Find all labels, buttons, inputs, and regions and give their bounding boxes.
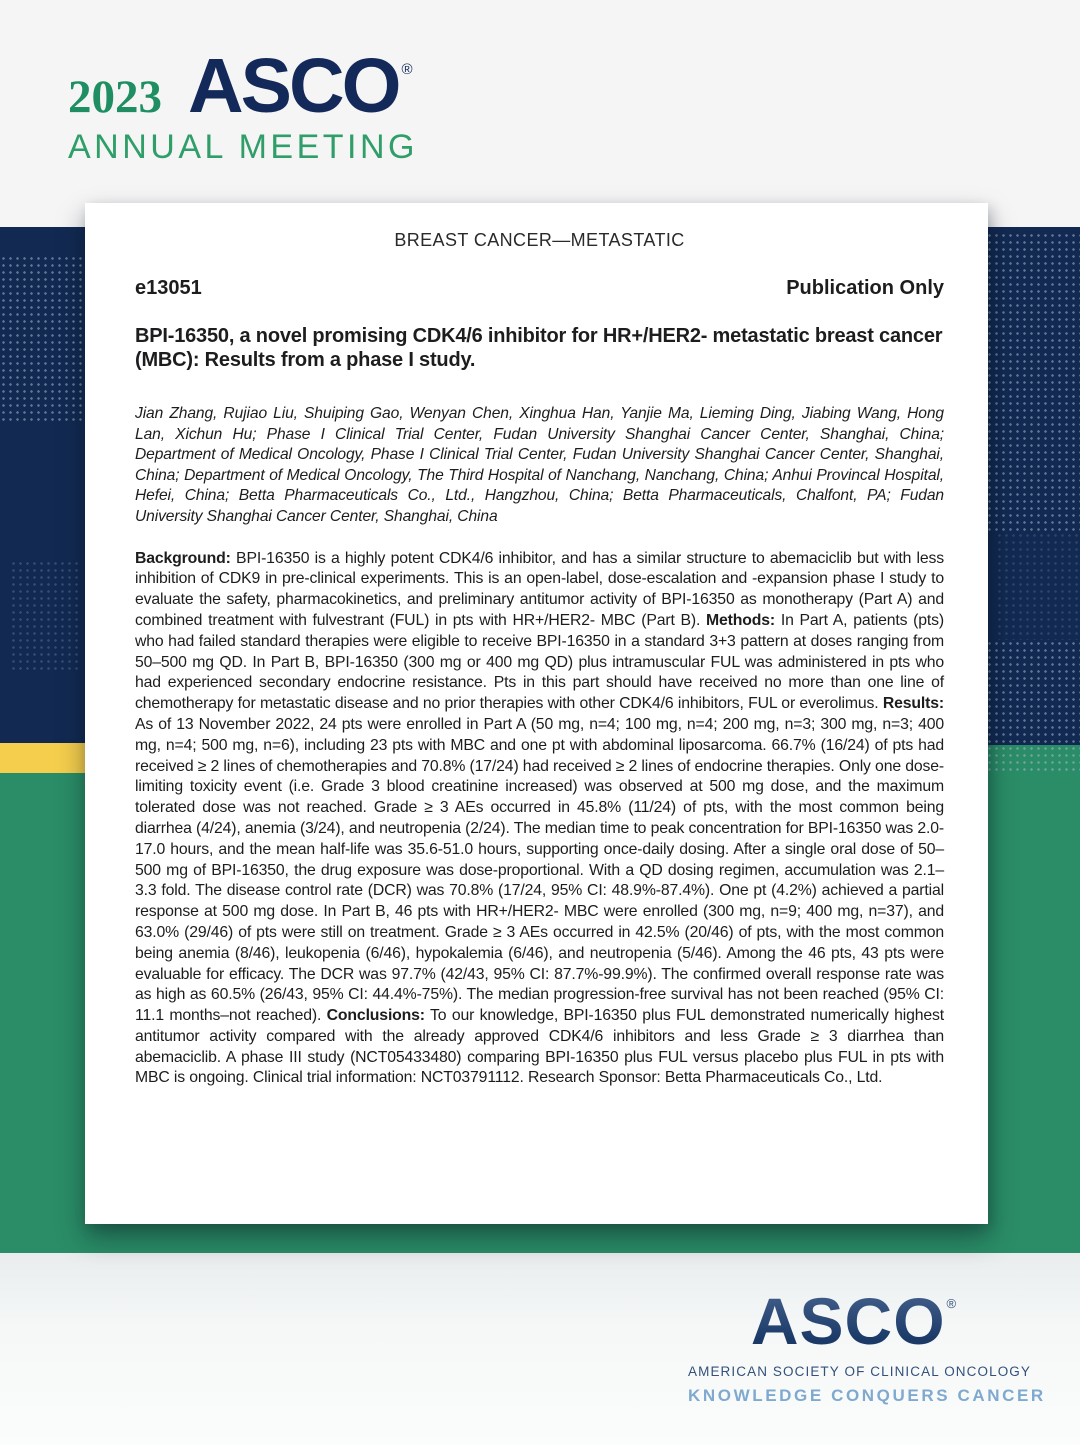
authors-affiliations: Jian Zhang, Rujiao Liu, Shuiping Gao, Wenyan Chen, Xinghua Han, Yanjie Ma, Lieming Ding, Jiabing Wang, Hong Lan, Xichun Hu; Phase I Clinical Trial Center, Fudan University Shanghai Cancer Center, Shanghai, China; Department of Medical Oncology, Phase I Clinical Trial Center, Fudan University Shanghai Cancer Center, Shanghai, China; Department of Medical Oncology, The Third Hospital of Nanchang, Nanchang, China; Anhui Provincal Hospital, Hefei, China; Betta Pharmaceuticals Co., Ltd., Hangzhou, China; Betta Pharmaceuticals, Chalfont, PA; Fudan University Shanghai Cancer Center, Shanghai, China (135, 405, 944, 525)
meeting-subtitle: ANNUAL MEETING (68, 128, 419, 166)
asco-footer-logo (688, 1284, 1046, 1406)
section-label-methods: Methods: (706, 611, 776, 629)
world-map-dots-right-upper (986, 232, 1080, 532)
presentation-type: Publication Only (786, 277, 944, 299)
meeting-logo-row (68, 43, 418, 129)
abstract-id: e13051 (135, 277, 202, 299)
section-text-conclusions: To our knowledge, BPI-16350 plus FUL demonstrated numerically highest antitumor activity compared with the already approved CDK4/6 inhibitors and less Grade ≥ 3 diarrhea than abemaciclib. A phase III study (NCT05433480) comparing BPI-16350 plus FUL versus placebo plus FUL in pts with MBC is ongoing. Clinical trial information: NCT03791112. Research Sponsor: Betta Pharmaceuticals Co., Ltd. (135, 1007, 945, 1087)
registered-mark-icon: ® (401, 61, 413, 78)
track-header: BREAST CANCER—METASTATIC (394, 230, 685, 250)
section-text-results: As of 13 November 2022, 24 pts were enrolled in Part A (50 mg, n=4; 100 mg, n=4; 200 mg, n=3; 300 mg, n=3; 400 mg, n=4; 500 mg, n=6), including 23 pts with MBC and one pt with abdominal liposarcoma. 66.7% (16/24) of pts had received ≥ 2 lines of chemotherapies and 70.8% (17/24) had received ≥ 2 lines of endocrine therapies. Only one dose-limiting toxicity event (i.e. Grade 3 blood creatinine increased) was observed at 500 mg dose, and the maximum tolerated dose was not reached. Grade ≥ 3 AEs occurred in 45.8% (11/24) of pts, with the most common being diarrhea (4/24), anemia (3/24), and neutropenia (2/24). The median time to peak concentration for BPI-16350 was 2.0-17.0 hours, and the mean half-life was 35.6-51.0 hours, supporting once-daily dosing. After a single oral dose of 50–500 mg of BPI-16350, the drug exposure was dose-proportional. With a QD dosing regimen, accumulation was 2.1–3.3 fold. The disease control rate (DCR) was 70.8% (17/24, 95% CI: 48.9%-87.4%). One pt (4.2%) achieved a partial response at 500 mg dose. In Part B, 46 pts with HR+/HER2- MBC were enrolled (300 mg, n=9; 400 mg, n=37), and 63.0% (29/46) of pts were still on treatment. Grade ≥ 3 AEs occurred in 42.5% (20/46) of pts, with the most common being anemia (8/46), leukopenia (6/46), hypokalemia (6/46), and neutropenia (5/46). Among the 46 pts, 43 pts were evaluable for efficacy. The DCR was 97.7% (42/43, 95% CI: 87.7%-99.9%). The confirmed overall response rate was as high as 60.5% (26/43, 95% CI: 44.4%-75%). The median progression-free survival has not been reached (95% CI: 11.1 months–not reached). (135, 715, 944, 1025)
annual-meeting-logo (68, 43, 419, 167)
world-map-dots-left-lower (10, 560, 80, 670)
asco-wordmark-footer: ASCO (750, 1284, 946, 1358)
asco-wordmark-top: ASCO (188, 43, 399, 129)
meeting-year: 2023 (68, 71, 162, 123)
world-map-dots-left-upper (0, 255, 86, 425)
abstract-body (135, 549, 944, 1090)
section-label-conclusions: Conclusions: (326, 1007, 425, 1025)
world-map-dots-right-lower (986, 640, 1080, 775)
abstract-meta-row (135, 277, 944, 300)
abstract-card (85, 203, 988, 1224)
footer-brand-row (688, 1284, 1018, 1358)
section-text-methods: In Part A, patients (pts) who had failed standard therapies were eligible to receive BPI-16350 in a standard 3+3 pattern at doses ranging from 50–500 mg QD. In Part B, BPI-16350 (300 mg or 400 mg QD) plus intramuscular FUL was administered in pts who had experienced secondary endocrine resistance. Pts in this part should have received no more than one line of chemotherapy for metastatic disease and no prior therapies with other CDK4/6 inhibitors, FUL or everolimus. (135, 611, 944, 713)
footer-tagline: KNOWLEDGE CONQUERS CANCER (688, 1386, 1046, 1405)
yellow-accent-stripe (0, 743, 86, 773)
abstract-title: BPI-16350, a novel promising CDK4/6 inhibitor for HR+/HER2- metastatic breast cancer (MBC): Results from a phase I study. (135, 325, 943, 371)
world-map-dots-right-mid (996, 532, 1080, 640)
section-label-background: Background: (135, 549, 231, 567)
registered-mark-icon: ® (946, 1295, 957, 1311)
section-text-background: BPI-16350 is a highly potent CDK4/6 inhibitor, and has a similar structure to abemaciclib but with less inhibition of CDK9 in pre-clinical experiments. This is an open-label, dose-escalation and -expansion phase I study to evaluate the safety, pharmacokinetics, and preliminary antitumor activity of BPI-16350 as monotherapy (Part A) and combined treatment with fulvestrant (FUL) in pts with HR+/HER2- MBC (Part B). (135, 549, 944, 629)
section-label-results: Results: (882, 695, 944, 713)
footer-organization-name: AMERICAN SOCIETY OF CLINICAL ONCOLOGY (688, 1364, 1032, 1379)
